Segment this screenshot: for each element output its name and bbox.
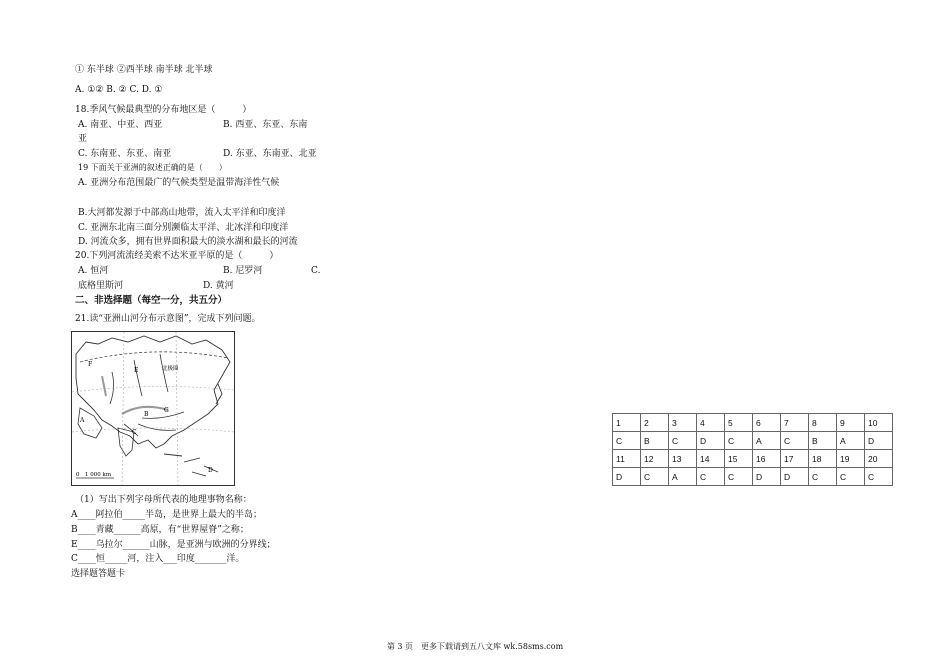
answer-cell: D <box>865 432 893 450</box>
answer-card-title: 选择题答题卡 <box>71 569 126 579</box>
q20-option-d: D. 黄河 <box>203 281 234 291</box>
answer-cell: C <box>669 432 697 450</box>
answer-cell: A <box>669 468 697 486</box>
answer-row-numbers-1 <box>613 414 893 432</box>
q19-option-b: B.大河都发源于中部高山地带，流入太平洋和印度洋 <box>78 208 286 218</box>
answer-cell: C <box>809 468 837 486</box>
answer-cell: 11 <box>613 450 641 468</box>
q21-line-e: E____乌拉尔______山脉，是亚洲与欧洲的分界线； <box>71 540 276 550</box>
answer-cell: 17 <box>781 450 809 468</box>
answer-cell: 13 <box>669 450 697 468</box>
answer-cell: 12 <box>641 450 669 468</box>
q17-choices: A. ①② B. ② C. D. ① <box>75 85 163 95</box>
map-label-d: D <box>208 467 213 474</box>
page-footer: 第 3 页 更多下载请到五八文库 wk.58sms.com <box>386 642 564 651</box>
answer-cell: 1 <box>613 414 641 432</box>
q20-option-b: B. 尼罗河 <box>223 266 263 276</box>
answer-cell: 10 <box>865 414 893 432</box>
q18-option-a: A. 南亚、中亚、西亚 <box>78 120 163 130</box>
answer-cell: C <box>781 432 809 450</box>
answer-cell: C <box>697 468 725 486</box>
answer-cell: D <box>697 432 725 450</box>
answer-cell: 14 <box>697 450 725 468</box>
section2-title: 二、非选择题（每空一分，共五分） <box>75 295 228 306</box>
river-5 <box>138 424 176 430</box>
answer-cell: C <box>613 432 641 450</box>
answer-cell: B <box>641 432 669 450</box>
q21-stem: 21.读“亚洲山河分布示意图”，完成下列问题。 <box>75 314 261 324</box>
answer-cell: 5 <box>725 414 753 432</box>
answer-cell: C <box>865 468 893 486</box>
answer-cell: 20 <box>865 450 893 468</box>
map-label-c: C <box>132 429 137 436</box>
map-label-a: A <box>80 417 85 424</box>
q18-option-c: C. 东南亚、东亚、南亚 <box>78 149 172 159</box>
answer-table <box>612 413 893 486</box>
q20-option-a: A. 恒河 <box>78 266 109 276</box>
answer-cell: 9 <box>837 414 865 432</box>
map-drawing <box>72 332 234 485</box>
answer-cell: 8 <box>809 414 837 432</box>
q21-line-a: A____阿拉伯_____半岛，是世界上最大的半岛； <box>71 510 263 520</box>
q21-line-c: C____恒_____河，注入___印度_______洋。 <box>71 554 245 564</box>
answer-row-letters-1 <box>613 432 893 450</box>
q20-option-c-cont: 底格里斯河 <box>78 281 124 291</box>
map-scale: 0 1 000 km <box>76 472 112 478</box>
river-2 <box>134 360 142 396</box>
answer-row-numbers-2 <box>613 450 893 468</box>
q21-line-b: B____青藏______高原，有“世界屋脊”之称； <box>71 525 249 535</box>
answer-cell: D <box>753 468 781 486</box>
answer-cell: A <box>753 432 781 450</box>
answer-cell: 16 <box>753 450 781 468</box>
q18-stem: 18.季风气候最典型的分布地区是（ ） <box>75 105 252 115</box>
map-label-b: B <box>144 411 149 418</box>
answer-cell: 18 <box>809 450 837 468</box>
answer-cell: C <box>725 432 753 450</box>
answer-cell: B <box>809 432 837 450</box>
answer-row-letters-2 <box>613 468 893 486</box>
q19-option-d: D. 河流众多，拥有世界面积最大的淡水湖和最长的河流 <box>78 237 298 247</box>
answer-cell: 4 <box>697 414 725 432</box>
answer-cell: D <box>613 468 641 486</box>
answer-cell: 2 <box>641 414 669 432</box>
q20-stem: 20.下列河流流经美索不达米亚平原的是（ ） <box>75 251 279 261</box>
mountain-range-2 <box>102 376 106 396</box>
map-label-lake: 北极圈 <box>162 366 179 372</box>
q18-option-b: B. 西亚、东亚、东南 <box>223 120 308 130</box>
asia-coastline <box>76 336 230 448</box>
answer-cell: C <box>837 468 865 486</box>
answer-cell: A <box>837 432 865 450</box>
answer-cell: 15 <box>725 450 753 468</box>
asia-rivers-map <box>71 331 235 486</box>
answer-cell: C <box>725 468 753 486</box>
q17-options-line: ① 东半球 ②西半球 南半球 北半球 <box>75 65 213 75</box>
q20-option-c: C. <box>311 266 321 276</box>
answer-cell: 19 <box>837 450 865 468</box>
answer-cell: C <box>641 468 669 486</box>
map-label-e: E <box>134 367 139 374</box>
q19-option-a: A. 亚洲分布范围最广的气候类型是温带海洋性气候 <box>78 178 280 188</box>
q18-option-b-cont: 亚 <box>78 134 88 144</box>
answer-cell: 7 <box>781 414 809 432</box>
q19-option-c: C. 亚洲东北南三面分别濒临太平洋、北冰洋和印度洋 <box>78 223 289 233</box>
answer-cell: 6 <box>753 414 781 432</box>
q18-option-d: D. 东亚、东南亚、北亚 <box>223 149 317 159</box>
map-label-f: F <box>88 361 93 368</box>
map-label-g: G <box>164 407 169 414</box>
answer-cell: 3 <box>669 414 697 432</box>
answer-cell: D <box>781 468 809 486</box>
q21-sub1: （1）写出下列字母所代表的地理事物名称： <box>75 495 252 505</box>
q19-stem: 19 下面关于亚洲的叙述正确的是（ ） <box>78 163 227 172</box>
arctic-circle <box>80 352 228 362</box>
